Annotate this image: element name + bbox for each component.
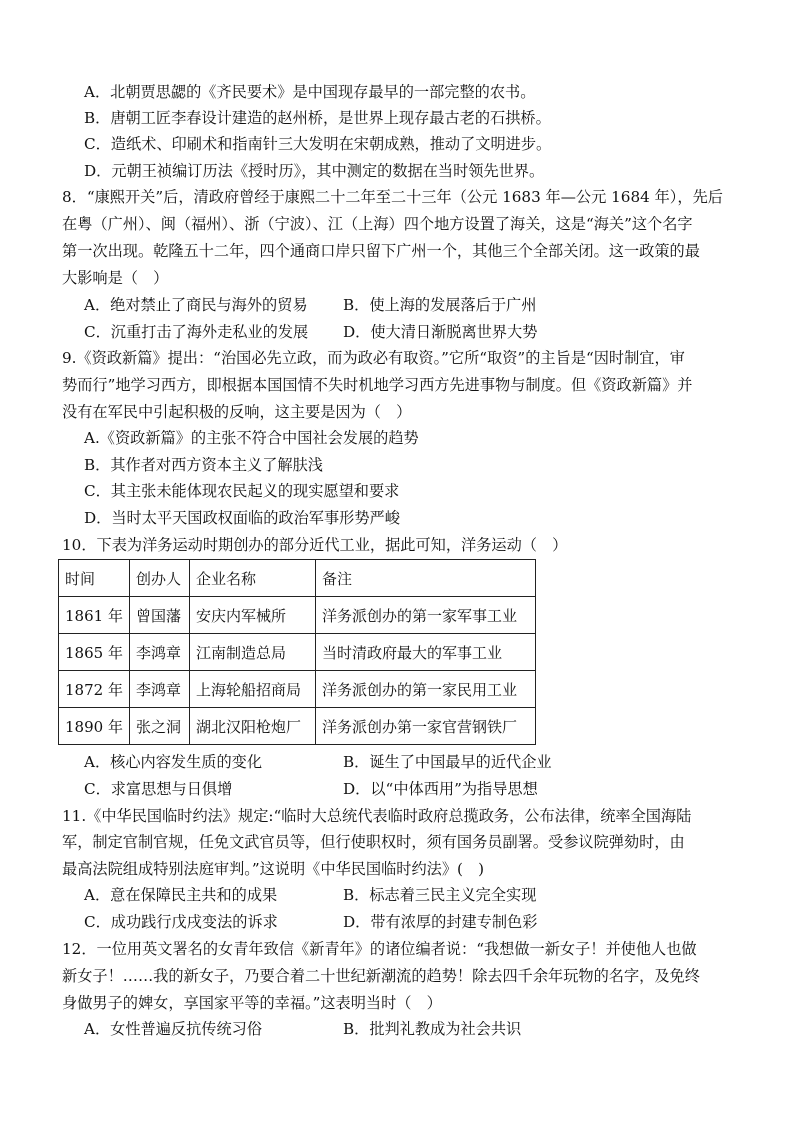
q9-stem-line-3: 没有在军民中引起积极的反响，这主要是因为（ ） — [62, 403, 412, 421]
q9-option-b: B．其作者对西方资本主义了解肤浅 — [84, 456, 323, 474]
table-row — [59, 671, 536, 708]
table-cell: 李鸿章 — [129, 671, 189, 708]
q7-option-c: C．造纸术、印刷术和指南针三大发明在宋朝成熟，推动了文明进步。 — [84, 135, 552, 153]
table-header-cell: 备注 — [315, 560, 535, 597]
table-cell: 1872 年 — [59, 671, 130, 708]
q9-stem-line-1: 9.《资政新篇》提出：“治国必先立政，而为政必有取资。”它所“取资”的主旨是“因时制宜，审 — [62, 349, 685, 367]
table-cell: 张之洞 — [129, 708, 189, 745]
table-row — [59, 597, 536, 634]
table-row — [59, 634, 536, 671]
table-cell: 1890 年 — [59, 708, 130, 745]
table-cell: 当时清政府最大的军事工业 — [315, 634, 535, 671]
q8-stem-line-3: 第一次出现。乾隆五十二年，四个通商口岸只留下广州一个，其他三个全部关闭。这一政策的最 — [62, 242, 700, 260]
q8-option-a: A．绝对禁止了商民与海外的贸易 — [84, 296, 308, 314]
industry-table — [58, 559, 536, 745]
q7-option-a: A．北朝贾思勰的《齐民要术》是中国现存最早的一部完整的农书。 — [84, 83, 536, 101]
table-cell: 1861 年 — [59, 597, 130, 634]
q12-stem-line-3: 身做男子的婢女，享国家平等的幸福。”这表明当时（ ） — [62, 994, 442, 1012]
q12-option-b: B．批判礼教成为社会共识 — [343, 1020, 522, 1038]
q8-option-b: B．使上海的发展落后于广州 — [343, 296, 537, 314]
q12-stem-line-2: 新女子！……我的新女子，乃要合着二十世纪新潮流的趋势！除去四千余年玩物的名字，及免终 — [62, 967, 700, 985]
q9-option-c: C．其主张未能体现农民起义的现实愿望和要求 — [84, 482, 400, 500]
q8-option-c: C．沉重打击了海外走私业的发展 — [84, 323, 309, 341]
table-header-cell: 时间 — [59, 560, 130, 597]
q11-option-d: D．带有浓厚的封建专制色彩 — [343, 913, 538, 931]
q9-option-a: A.《资政新篇》的主张不符合中国社会发展的趋势 — [84, 429, 419, 447]
table-cell: 曾国藩 — [129, 597, 189, 634]
q12-stem-line-1: 12．一位用英文署名的女青年致信《新青年》的诸位编者说：“我想做一新女子！并使他人也做 — [62, 940, 697, 958]
table-cell: 李鸿章 — [129, 634, 189, 671]
table-cell: 洋务派创办的第一家军事工业 — [315, 597, 535, 634]
q8-stem-line-4: 大影响是（ ） — [62, 269, 169, 287]
q10-option-c: C．求富思想与日俱增 — [84, 780, 233, 798]
table-header-cell: 创办人 — [129, 560, 189, 597]
q11-stem-line-3: 最高法院组成特别法庭审判。”这说明《中华民国临时约法》( ) — [62, 860, 485, 878]
q12-option-a: A．女性普遍反抗传统习俗 — [84, 1020, 263, 1038]
table-row — [59, 708, 536, 745]
table-header-row — [59, 560, 536, 597]
table-cell: 1865 年 — [59, 634, 130, 671]
q7-option-d: D．元朝王祯编订历法《授时历》，其中测定的数据在当时领先世界。 — [84, 162, 545, 180]
table-cell: 安庆内军械所 — [189, 597, 315, 634]
table-cell: 洋务派创办第一家官营钢铁厂 — [315, 708, 535, 745]
q10-option-b: B．诞生了中国最早的近代企业 — [343, 753, 552, 771]
q11-option-b: B．标志着三民主义完全实现 — [343, 886, 537, 904]
q10-option-a: A．核心内容发生质的变化 — [84, 753, 263, 771]
q11-option-c: C．成功践行戊戌变法的诉求 — [84, 913, 278, 931]
q9-option-d: D．当时太平天国政权面临的政治军事形势严峻 — [84, 509, 400, 527]
table-cell: 湖北汉阳枪炮厂 — [189, 708, 315, 745]
table-header-cell: 企业名称 — [189, 560, 315, 597]
q11-stem-line-1: 11.《中华民国临时约法》规定:“临时大总统代表临时政府总揽政务，公布法律，统率全国海陆 — [62, 807, 692, 825]
q10-option-d: D．以“中体西用”为指导思想 — [343, 780, 538, 798]
q8-option-d: D．使大清日渐脱离世界大势 — [343, 323, 538, 341]
q10-stem: 10．下表为洋务运动时期创办的部分近代工业，据此可知，洋务运动（ ） — [62, 536, 568, 554]
q11-stem-line-2: 军，制定官制官规，任免文武官员等，但行使职权时，须有国务员副署。受参议院弹劾时，由 — [62, 833, 685, 851]
table-cell: 洋务派创办的第一家民用工业 — [315, 671, 535, 708]
q9-stem-line-2: 势而行”地学习西方，即根据本国国情不失时机地学习西方先进事物与制度。但《资政新篇》并 — [62, 376, 693, 394]
q7-option-b: B．唐朝工匠李春设计建造的赵州桥，是世界上现存最古老的石拱桥。 — [84, 109, 551, 127]
q11-option-a: A．意在保障民主共和的成果 — [84, 886, 278, 904]
q8-stem-line-1: 8．“康熙开关”后，清政府曾经于康熙二十二年至二十三年（公元 1683 年—公元 1684 年），先后 — [62, 188, 723, 206]
table-cell: 上海轮船招商局 — [189, 671, 315, 708]
q8-stem-line-2: 在粤（广州）、闽（福州）、浙（宁波）、江（上海）四个地方设置了海关，这是“海关”这个名字 — [62, 215, 693, 233]
table-cell: 江南制造总局 — [189, 634, 315, 671]
